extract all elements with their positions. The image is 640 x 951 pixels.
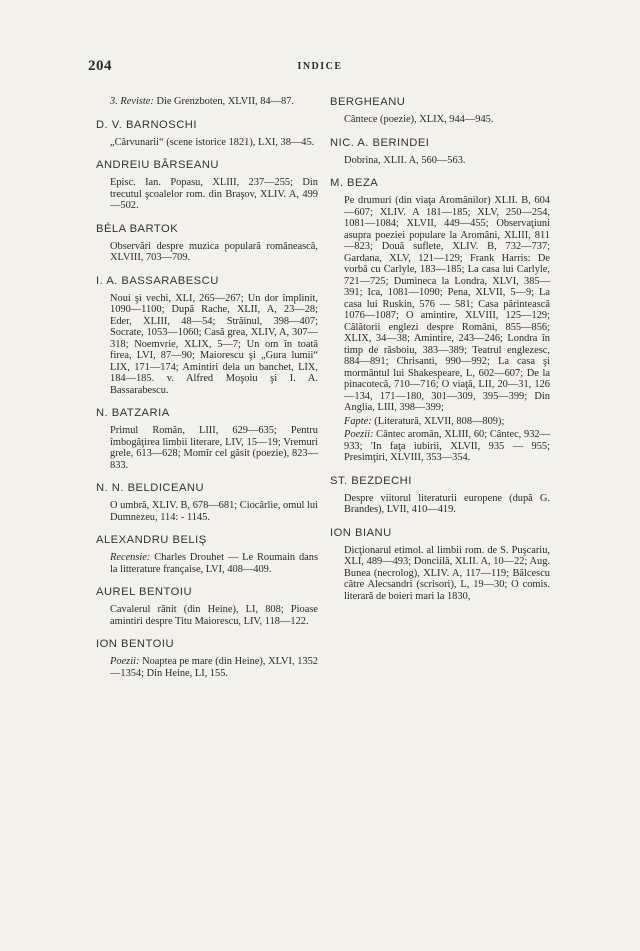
reference-text <box>96 293 318 397</box>
author-name: N. BATZARIA <box>96 407 170 419</box>
reference-text <box>96 177 318 212</box>
author-name: ION BIANU <box>330 526 392 539</box>
page-header <box>0 58 640 78</box>
left-column <box>96 96 318 690</box>
author-name: I. A. BASSARABESCU <box>96 274 219 287</box>
index-entry-n-batzaria <box>96 407 318 471</box>
author-name: BÉLA BARTOK <box>96 222 179 235</box>
author-name: NIC. A. BERINDEI <box>330 136 430 149</box>
reference-label: Recensie: <box>110 552 151 563</box>
right-column <box>330 96 550 613</box>
page-number: 204 <box>88 58 112 74</box>
reference-body: Cântec aromân, XLIII, 60; Cântec, 932—933; 'In faţa iubirii, XLVII, 935 — 955; Presimţiri, XLVIII, 353—354. <box>344 429 550 463</box>
reference-body: Despre viitorul literaturii europene (după G. Brandes), LVII, 410—419. <box>344 492 550 515</box>
reference-body: Primul Român, LIII, 629—635; Pentru îmbogăţirea limbii literare, LIV, 15—19; Vremuri grele, 613—628; Momîr cel găsit (poezie), 823—833. <box>110 425 318 471</box>
reference-body: Noaptea pe mare (din Heine), XLVI, 1352—1354; Din Heine, LI, 155. <box>110 656 318 679</box>
author-name: D. V. BARNOSCHI <box>96 118 197 131</box>
author-name: M. BEZA <box>330 177 379 189</box>
reference-body: Charles Drouhet — Le Roumain dans la litterature française, LVI, 408—409. <box>110 552 318 575</box>
reference-text <box>96 137 318 149</box>
reference-body: „Cărvunarii“ (scene istorice 1821), LXI, 38—45. <box>110 136 315 148</box>
author-name: ST. BEZDECHI <box>330 474 412 487</box>
author-name: ANDREIU BÂRSEANU <box>96 159 220 171</box>
index-entry-entry <box>96 96 318 108</box>
index-entry-aurel-bentoiu <box>96 586 318 627</box>
page-title: INDICE <box>297 61 343 72</box>
reference-text <box>96 656 318 679</box>
index-entry-alexandru-belis <box>96 534 318 575</box>
index-entry-n-n-beldiceanu <box>96 482 318 523</box>
reference-body: (Literatură, XLVII, 808—809); <box>371 415 505 427</box>
reference-body: Dobrina, XLII. A, 560—563. <box>344 154 466 166</box>
reference-label: Poezii: <box>110 656 140 667</box>
author-name: ION BENTOIU <box>96 638 175 650</box>
reference-text <box>330 195 550 414</box>
index-entry-st-bezdechi <box>330 475 550 516</box>
reference-body: O umbră, XLIV. B, 678—681; Ciocârlie, omul lui Dumnezeu, 114: - 1145. <box>110 500 318 523</box>
index-entry-bergheanu <box>330 96 550 126</box>
reference-text <box>96 425 318 471</box>
index-entry-andreiu-barseanu <box>96 159 318 212</box>
reference-text <box>330 114 550 126</box>
index-entry-i-a-bassarabescu <box>96 275 318 397</box>
reference-text <box>96 241 318 264</box>
author-name: ALEXANDRU BELIŞ <box>96 534 207 546</box>
reference-label: Fapte: <box>344 415 372 427</box>
reference-text <box>330 429 550 464</box>
reference-text <box>96 552 318 575</box>
reference-body: Dicţionarul etimol. al limbii rom. de S. Puşcariu, XLI, 489—493; Donciilă, XLII. A, 10—22; Aug. Bunea (necrolog), XLIV. A, 117—119; Bălcescu către Alecsandri (scrisori), L, 19—30; O comis. literară de boieri mari la 1830, <box>344 544 550 602</box>
reference-text <box>96 500 318 523</box>
reference-text <box>96 96 318 108</box>
reference-label: Poezii: <box>344 429 374 440</box>
author-name: BERGHEANU <box>330 96 406 108</box>
reference-body: Episc. Ian. Popasu, XLIII, 237—255; Din trecutul şcoalelor rom. din Braşov, XLIV. A, 499—502. <box>110 177 318 211</box>
author-name: AUREL BENTOIU <box>96 586 193 598</box>
reference-text <box>330 545 550 603</box>
index-entry-ion-bianu <box>330 527 550 603</box>
index-entry-d-v-barnoschi <box>96 119 318 149</box>
index-entry-nic-a-berindei <box>330 137 550 167</box>
reference-body: Pe drumuri (din viaţa Aromânilor) XLII. B, 604—607; XLIV. A 181—185; XLV, 250—254, 1081—1084; XLVII, 449—455; Observaţiuni asupra poeziei populare la Aromâni, XLIII, 811—823; Două suflete, XLIV. B, 732—737; Gardana, XLV, 121—129; Frank Harris: De vorbă cu Carlyle, 183—185; La casa lui Carlyle, 721—725; Dumineca la Londra, XLVI, 385—391; Ica, 1081—1090; Pena, XLVII, 5—9; La casa lui Ruskin, 576 — 581; Casa părintească 1076—1087; O amintire, XLVIII, 125—129; Călătorii englezi despre Români, 855—856; XLIX, 34—38; Amintire, 243—246; Londra în timp de răsboiu, 383—389; Teatrul englezesc, 884—891; Chrisanti, 990—992; La casa şi mormântul lui Shakespeare, L, 602—607; De la pinacotecă, 710—716; O viaţă, LII, 20—31, 126—134, 171—180, 301—309, 395—399; Din Anglia, LIII, 398—399; <box>344 195 550 413</box>
reference-text <box>330 416 550 428</box>
reference-body: Cavalerul rănit (din Heine), LI, 808; Pioase amintiri despre Titu Maiorescu, LIV, 118—122. <box>110 604 318 627</box>
reference-body: Die Grenzboten, XLVII, 84—87. <box>153 96 295 107</box>
reference-text <box>330 493 550 516</box>
index-entry-m-beza <box>330 177 550 464</box>
reference-text <box>330 155 550 167</box>
reference-body: Noui şi vechi, XLI, 265—267; Un dor împlinit, 1090—1100; După Rache, XLII, A, 23—28; Eder, XLIII, 48—54; Străinul, 398—407; Socrate, 1053—1060; Casă grea, XLIV, A, 307—318; Noemvrie, XLIX, 5—7; Un om în toată firea, LVI, 87—90; Maiorescu şi „Gura lumii“ LIX, 171—174; Amintiri dela un banchet, LIX, 184—185. v. Alfred Moşoiu şi I. A. Bassarabescu. <box>110 292 318 396</box>
reference-body: Cântece (poezie), XLIX, 944—945. <box>344 114 494 125</box>
reference-label: 3. Reviste: <box>110 96 154 107</box>
reference-body: Observări despre muzica populară românească, XLVIII, 703—709. <box>110 240 318 263</box>
reference-text <box>96 604 318 627</box>
index-entry-ion-bentoiu <box>96 638 318 679</box>
author-name: N. N. BELDICEANU <box>96 482 205 494</box>
index-entry-bela-bartok <box>96 223 318 264</box>
